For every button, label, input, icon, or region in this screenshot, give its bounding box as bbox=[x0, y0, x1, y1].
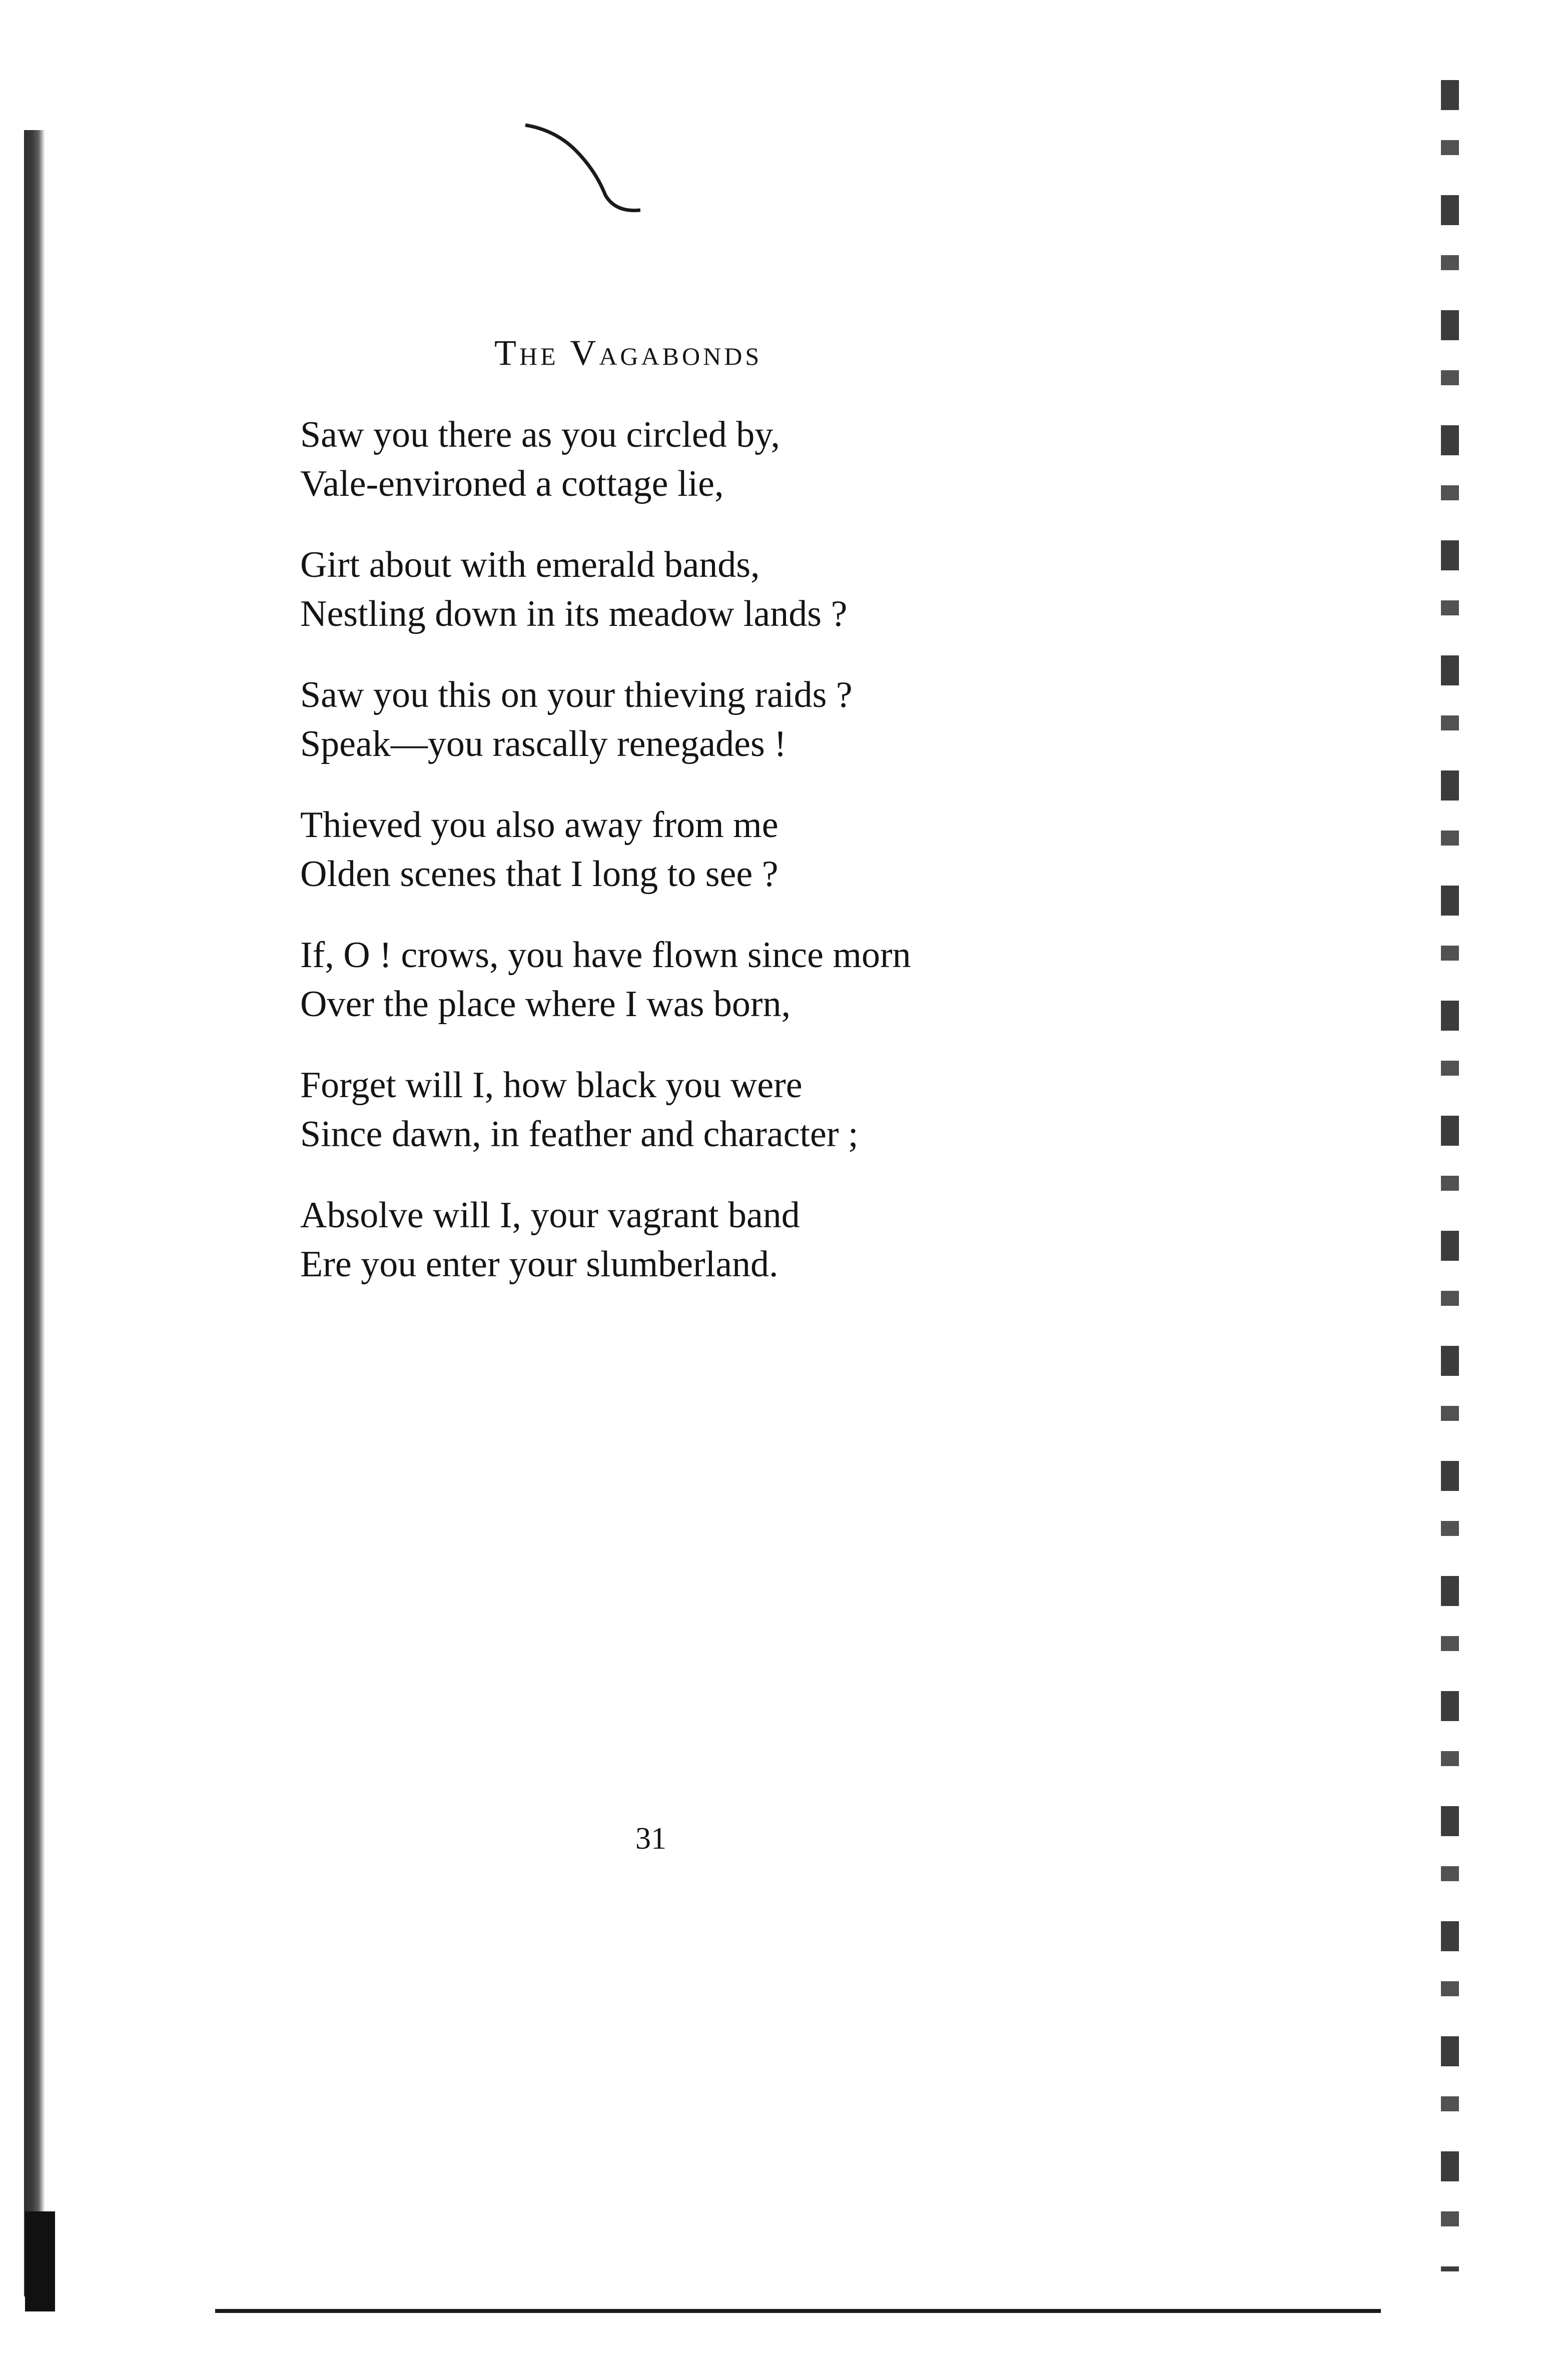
poem-line: Nestling down in its meadow lands ? bbox=[300, 593, 848, 634]
poem-line: Since dawn, in feather and character ; bbox=[300, 1114, 859, 1155]
page-number: 31 bbox=[635, 1822, 666, 1856]
scan-edge-left bbox=[24, 130, 45, 2296]
stanza-1 bbox=[300, 410, 780, 508]
stanza-7 bbox=[300, 1191, 800, 1289]
poem-title: The Vagabonds bbox=[494, 333, 762, 373]
poem-line: Saw you this on your thieving raids ? bbox=[300, 674, 853, 715]
poem-line: Over the place where I was born, bbox=[300, 984, 791, 1025]
stanza-6 bbox=[300, 1061, 859, 1159]
scan-edge-left-mark bbox=[25, 2211, 55, 2311]
paper-crease-mark bbox=[520, 115, 640, 230]
poem-line: Vale-environed a cottage lie, bbox=[300, 463, 724, 504]
stanza-4 bbox=[300, 801, 779, 899]
poem-line: Absolve will I, your vagrant band bbox=[300, 1195, 800, 1236]
poem-line: Saw you there as you circled by, bbox=[300, 414, 780, 455]
stanza-5 bbox=[300, 931, 911, 1029]
poem-line: If, O ! crows, you have flown since morn bbox=[300, 935, 911, 976]
poem-line: Forget will I, how black you were bbox=[300, 1065, 803, 1106]
stanza-3 bbox=[300, 670, 853, 768]
poem-line: Olden scenes that I long to see ? bbox=[300, 854, 779, 895]
poem-line: Speak—you rascally renegades ! bbox=[300, 723, 787, 764]
scan-bottom-edge bbox=[215, 2309, 1381, 2313]
poem-line: Ere you enter your slumberland. bbox=[300, 1244, 779, 1285]
poem-line: Thieved you also away from me bbox=[300, 805, 779, 846]
scan-edge-right bbox=[1441, 80, 1459, 2271]
poem-line: Girt about with emerald bands, bbox=[300, 544, 760, 585]
stanza-2 bbox=[300, 540, 847, 638]
